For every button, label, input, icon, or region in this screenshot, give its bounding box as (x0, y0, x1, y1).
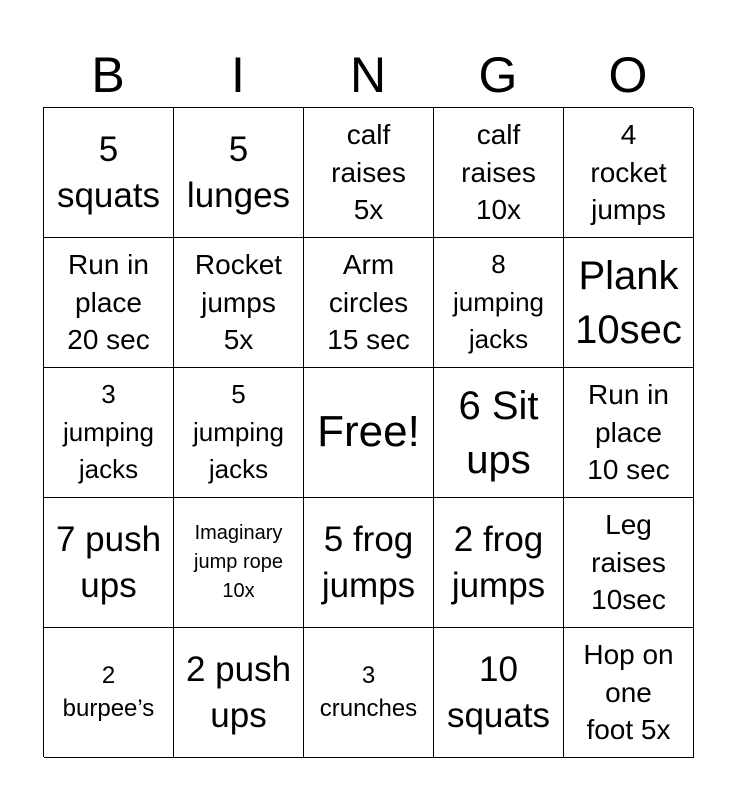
bingo-grid (43, 107, 693, 757)
bingo-cell-r2c4[interactable] (434, 238, 564, 368)
cell-text: Rocket jumps 5x (194, 248, 283, 356)
cell-text: 10 squats (446, 650, 551, 735)
bingo-cell-r3c4[interactable] (434, 368, 564, 498)
cell-text: Plank 10sec (575, 253, 682, 352)
bingo-cell-r4c5[interactable] (564, 498, 694, 628)
bingo-cell-r4c2[interactable] (174, 498, 304, 628)
bingo-cell-r4c3[interactable] (304, 498, 434, 628)
cell-text: Run in place 20 sec (67, 248, 150, 356)
bingo-cell-r1c1[interactable] (44, 108, 174, 238)
cell-text: Leg raises 10sec (591, 508, 666, 616)
cell-text: Hop on one foot 5x (583, 638, 674, 746)
bingo-cell-r3c3[interactable] (304, 368, 434, 498)
bingo-cell-r5c5[interactable] (564, 628, 694, 758)
header-letter-g: G (478, 47, 518, 103)
cell-text: 6 Sit ups (458, 383, 539, 482)
cell-text: Imaginary jump rope 10x (194, 522, 283, 602)
bingo-cell-r3c2[interactable] (174, 368, 304, 498)
cell-text: 2 frog jumps (451, 520, 546, 605)
bingo-cell-r4c4[interactable] (434, 498, 564, 628)
cell-text: calf raises 5x (331, 118, 406, 226)
cell-text: Arm circles 15 sec (327, 248, 410, 356)
bingo-cell-r5c2[interactable] (174, 628, 304, 758)
cell-text: Run in place 10 sec (587, 378, 670, 486)
cell-text: 3 crunches (319, 662, 418, 722)
cell-text: 7 push ups (55, 520, 162, 605)
bingo-cell-r5c3[interactable] (304, 628, 434, 758)
bingo-cell-r3c5[interactable] (564, 368, 694, 498)
bingo-header (43, 42, 693, 108)
bingo-cell-r5c1[interactable] (44, 628, 174, 758)
bingo-cell-r1c5[interactable] (564, 108, 694, 238)
cell-text: 5 lunges (186, 130, 291, 215)
bingo-cell-r3c1[interactable] (44, 368, 174, 498)
cell-text: 4 rocket jumps (590, 118, 667, 226)
bingo-cell-r2c2[interactable] (174, 238, 304, 368)
bingo-cell-r2c1[interactable] (44, 238, 174, 368)
cell-text: 2 burpee’s (62, 662, 155, 722)
bingo-cell-r2c3[interactable] (304, 238, 434, 368)
cell-text: calf raises 10x (461, 118, 536, 226)
bingo-cell-r5c4[interactable] (434, 628, 564, 758)
bingo-cell-r4c1[interactable] (44, 498, 174, 628)
header-letter-o: O (608, 47, 648, 103)
header-letter-i: I (231, 47, 245, 103)
cell-text: 5 frog jumps (321, 520, 416, 605)
bingo-cell-r1c3[interactable] (304, 108, 434, 238)
header-letter-b: B (91, 47, 125, 103)
bingo-cell-r1c4[interactable] (434, 108, 564, 238)
cell-text: 2 push ups (185, 650, 292, 735)
bingo-cell-r2c5[interactable] (564, 238, 694, 368)
cell-text: 3 jumping jacks (62, 378, 155, 485)
cell-text: 5 jumping jacks (192, 378, 285, 485)
free-space-text: Free! (317, 407, 420, 457)
cell-text: 8 jumping jacks (452, 248, 545, 355)
cell-text: 5 squats (56, 130, 161, 215)
bingo-cell-r1c2[interactable] (174, 108, 304, 238)
header-letter-n: N (349, 47, 387, 103)
